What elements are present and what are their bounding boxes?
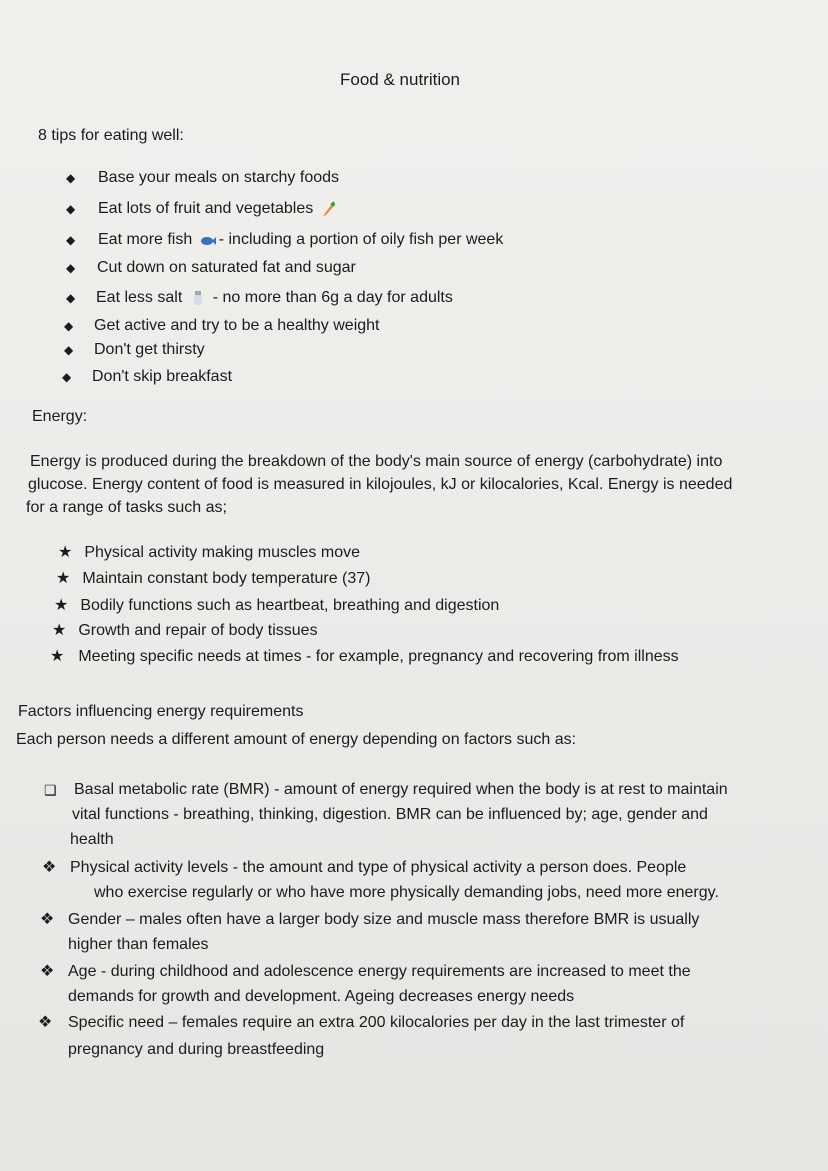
tip-text: Don't get thirsty bbox=[94, 341, 205, 358]
task-text: Meeting specific needs at times - for example, pregnancy and recovering from illness bbox=[78, 648, 679, 665]
list-item bbox=[64, 316, 380, 336]
tip-text-detail: - including a portion of oily fish per week bbox=[218, 231, 504, 248]
star-bullet-icon: ★ bbox=[58, 544, 73, 561]
diamond-bullet-icon: ◆ bbox=[66, 291, 76, 305]
factor-text: who exercise regularly or who have more physically demanding jobs, need more energy. bbox=[94, 884, 719, 901]
list-item bbox=[62, 367, 232, 387]
factor-text: Basal metabolic rate (BMR) - amount of energy required when the body is at rest to maintain bbox=[74, 781, 728, 798]
diamond-bullet-icon: ◆ bbox=[64, 319, 74, 333]
factor-text: vital functions - breathing, thinking, digestion. BMR can be influenced by; age, gender and bbox=[72, 806, 708, 823]
list-item bbox=[66, 258, 356, 278]
factors-heading: Factors influencing energy requirements bbox=[18, 703, 304, 720]
fish-icon bbox=[200, 232, 216, 248]
list-item bbox=[66, 230, 503, 250]
task-text: Growth and repair of body tissues bbox=[78, 622, 318, 639]
tip-text: Base your meals on starchy foods bbox=[98, 169, 340, 186]
task-text: Maintain constant body temperature (37) bbox=[82, 570, 371, 587]
tip-text: Eat more fish bbox=[98, 231, 193, 248]
factor-text: Specific need – females require an extra 200 kilocalories per day in the last trimester of bbox=[68, 1014, 685, 1031]
diamond-flower-bullet-icon: ❖ bbox=[40, 911, 55, 928]
factor-text: Physical activity levels - the amount and type of physical activity a person does. People bbox=[70, 859, 687, 876]
energy-heading: Energy: bbox=[32, 408, 88, 425]
diamond-bullet-icon: ◆ bbox=[66, 202, 76, 216]
factor-text: pregnancy and during breastfeeding bbox=[68, 1041, 325, 1058]
energy-paragraph-line: glucose. Energy content of food is measured in kilojoules, kJ or kilocalories, Kcal. Energy is needed bbox=[28, 476, 733, 493]
factor-text: demands for growth and development. Ageing decreases energy needs bbox=[68, 988, 575, 1005]
list-item bbox=[52, 621, 318, 641]
star-bullet-icon: ★ bbox=[54, 597, 69, 614]
factor-text: health bbox=[70, 831, 114, 848]
diamond-flower-bullet-icon: ❖ bbox=[42, 859, 57, 876]
tip-text: Cut down on saturated fat and sugar bbox=[97, 259, 356, 276]
diamond-bullet-icon: ◆ bbox=[62, 370, 72, 384]
salt-shaker-icon bbox=[193, 290, 203, 306]
tip-text-detail: - no more than 6g a day for adults bbox=[212, 289, 453, 306]
star-bullet-icon: ★ bbox=[52, 622, 67, 639]
diamond-bullet-icon: ◆ bbox=[64, 343, 74, 357]
task-text: Bodily functions such as heartbeat, breathing and digestion bbox=[80, 597, 500, 614]
energy-paragraph-line: Energy is produced during the breakdown of the body's main source of energy (carbohydrate) into bbox=[30, 453, 723, 470]
list-item bbox=[66, 288, 453, 308]
energy-paragraph-line: for a range of tasks such as; bbox=[26, 499, 227, 516]
list-item bbox=[56, 569, 371, 589]
diamond-bullet-icon: ◆ bbox=[66, 233, 76, 247]
page-title: Food & nutrition bbox=[340, 70, 461, 89]
factor-text: higher than females bbox=[68, 936, 209, 953]
list-item bbox=[50, 647, 679, 667]
diamond-bullet-icon: ◆ bbox=[66, 171, 76, 185]
list-item bbox=[58, 543, 360, 563]
diamond-bullet-icon: ◆ bbox=[66, 261, 76, 275]
tip-text: Don't skip breakfast bbox=[92, 368, 233, 385]
diamond-flower-bullet-icon: ❖ bbox=[38, 1014, 53, 1031]
list-item bbox=[66, 168, 339, 188]
list-item bbox=[54, 596, 499, 616]
tip-text: Get active and try to be a healthy weight bbox=[94, 317, 380, 334]
star-bullet-icon: ★ bbox=[50, 648, 65, 665]
carrot-icon bbox=[321, 201, 335, 217]
factor-text: Gender – males often have a larger body size and muscle mass therefore BMR is usually bbox=[68, 911, 700, 928]
tip-text: Eat lots of fruit and vegetables bbox=[98, 200, 314, 217]
diamond-flower-bullet-icon: ❖ bbox=[40, 963, 55, 980]
star-bullet-icon: ★ bbox=[56, 570, 71, 587]
factors-intro: Each person needs a different amount of energy depending on factors such as: bbox=[16, 731, 577, 748]
factor-text: Age - during childhood and adolescence energy requirements are increased to meet the bbox=[68, 963, 691, 980]
task-text: Physical activity making muscles move bbox=[84, 544, 360, 561]
checkbox-bullet-icon: ❑ bbox=[44, 782, 57, 798]
list-item bbox=[66, 199, 338, 219]
tips-heading: 8 tips for eating well: bbox=[38, 127, 184, 144]
tip-text: Eat less salt bbox=[96, 289, 183, 306]
list-item bbox=[64, 340, 205, 360]
